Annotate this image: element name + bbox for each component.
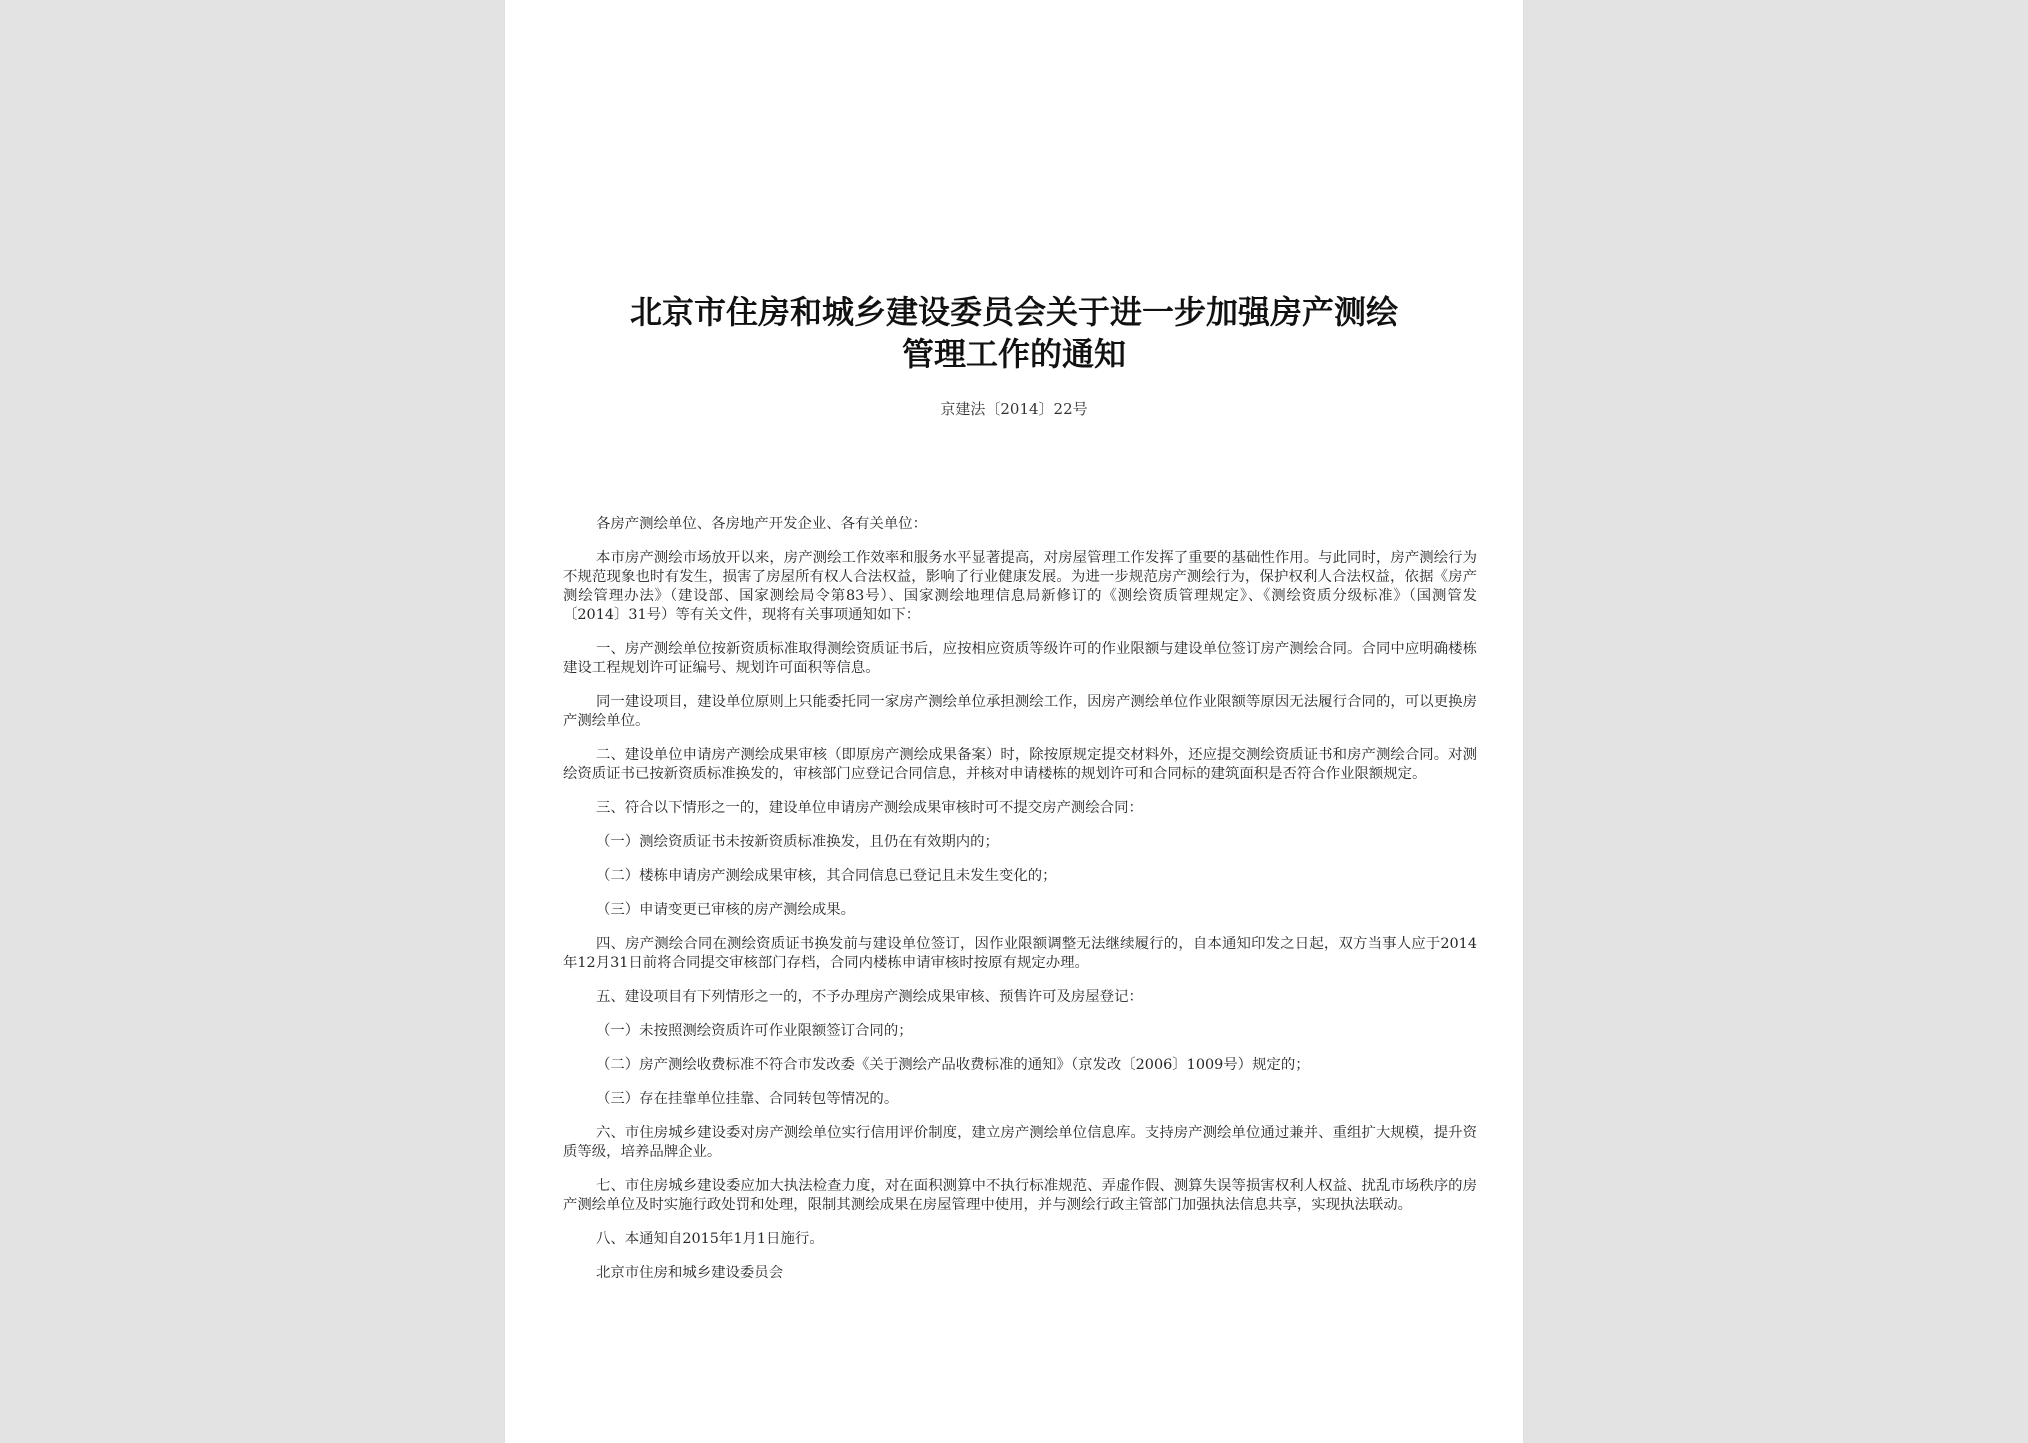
page-title [535,291,1493,375]
item-5-1-paragraph: （一）未按照测绘资质许可作业限额签订合同的； [596,1023,913,1039]
item-3-3-paragraph: （三）申请变更已审核的房产测绘成果。 [596,902,856,918]
item-5-2-paragraph: （二）房产测绘收费标准不符合市发改委《关于测绘产品收费标准的通知》（京发改〔2006〕1009号）规定的； [596,1057,1310,1073]
item-3-paragraph: 三、符合以下情形之一的，建设单位申请房产测绘成果审核时可不提交房产测绘合同： [596,800,1143,816]
item-6-paragraph: 六、市住房城乡建设委对房产测绘单位实行信用评价制度，建立房产测绘单位信息库。支持房产测绘单位通过兼并、重组扩大规模，提升资质等级，培养品牌企业。 [563,1125,1477,1160]
title-line-2: 管理工作的通知 [901,335,1126,373]
document-body [563,515,1477,1283]
document-page [505,0,1523,1443]
item-5-3-paragraph: （三）存在挂靠单位挂靠、合同转包等情况的。 [596,1091,899,1107]
title-line-1: 北京市住房和城乡建设委员会关于进一步加强房产测绘 [629,293,1398,331]
item-7-paragraph: 七、市住房城乡建设委应加大执法检查力度，对在面积测算中不执行标准规范、弄虚作假、测算失误等损害权利人权益、扰乱市场秩序的房产测绘单位及时实施行政处罚和处理，限制其测绘成果在房屋管理中使用，并与测绘行政主管部门加强执法信息共享，实现执法联动。 [563,1178,1477,1213]
intro-paragraph: 本市房产测绘市场放开以来，房产测绘工作效率和服务水平显著提高，对房屋管理工作发挥了重要的基础性作用。与此同时，房产测绘行为不规范现象也时有发生，损害了房屋所有权人合法权益，影响了行业健康发展。为进一步规范房产测绘行为，保护权利人合法权益，依据《房产测绘管理办法》（建设部、国家测绘局令第83号）、国家测绘地理信息局新修订的《测绘资质管理规定》、《测绘资质分级标准》（国测管发〔2014〕31号）等有关文件，现将有关事项通知如下： [563,550,1477,623]
item-3-1-paragraph: （一）测绘资质证书未按新资质标准换发，且仍在有效期内的； [596,834,999,850]
item-5-paragraph: 五、建设项目有下列情形之一的，不予办理房产测绘成果审核、预售许可及房屋登记： [596,989,1143,1005]
item-2-paragraph: 二、建设单位申请房产测绘成果审核（即原房产测绘成果备案）时，除按原规定提交材料外，还应提交测绘资质证书和房产测绘合同。对测绘资质证书已按新资质标准换发的，审核部门应登记合同信息，并核对申请楼栋的规划许可和合同标的建筑面积是否符合作业限额规定。 [563,747,1477,782]
item-1-paragraph: 一、房产测绘单位按新资质标准取得测绘资质证书后，应按相应资质等级许可的作业限额与建设单位签订房产测绘合同。合同中应明确楼栋建设工程规划许可证编号、规划许可面积等信息。 [563,641,1477,676]
signature: 北京市住房和城乡建设委员会 [596,1265,784,1281]
item-3-2-paragraph: （二）楼栋申请房产测绘成果审核，其合同信息已登记且未发生变化的； [596,868,1057,884]
item-4-paragraph: 四、房产测绘合同在测绘资质证书换发前与建设单位签订，因作业限额调整无法继续履行的，自本通知印发之日起，双方当事人应于2014年12月31日前将合同提交审核部门存档，合同内楼栋申请审核时按原有规定办理。 [563,936,1477,971]
item-1b-paragraph: 同一建设项目，建设单位原则上只能委托同一家房产测绘单位承担测绘工作，因房产测绘单位作业限额等原因无法履行合同的，可以更换房产测绘单位。 [563,694,1477,729]
document-number: 京建法〔2014〕22号 [940,400,1088,418]
salutation: 各房产测绘单位、各房地产开发企业、各有关单位： [596,516,927,532]
item-8-paragraph: 八、本通知自2015年1月1日施行。 [596,1231,824,1247]
